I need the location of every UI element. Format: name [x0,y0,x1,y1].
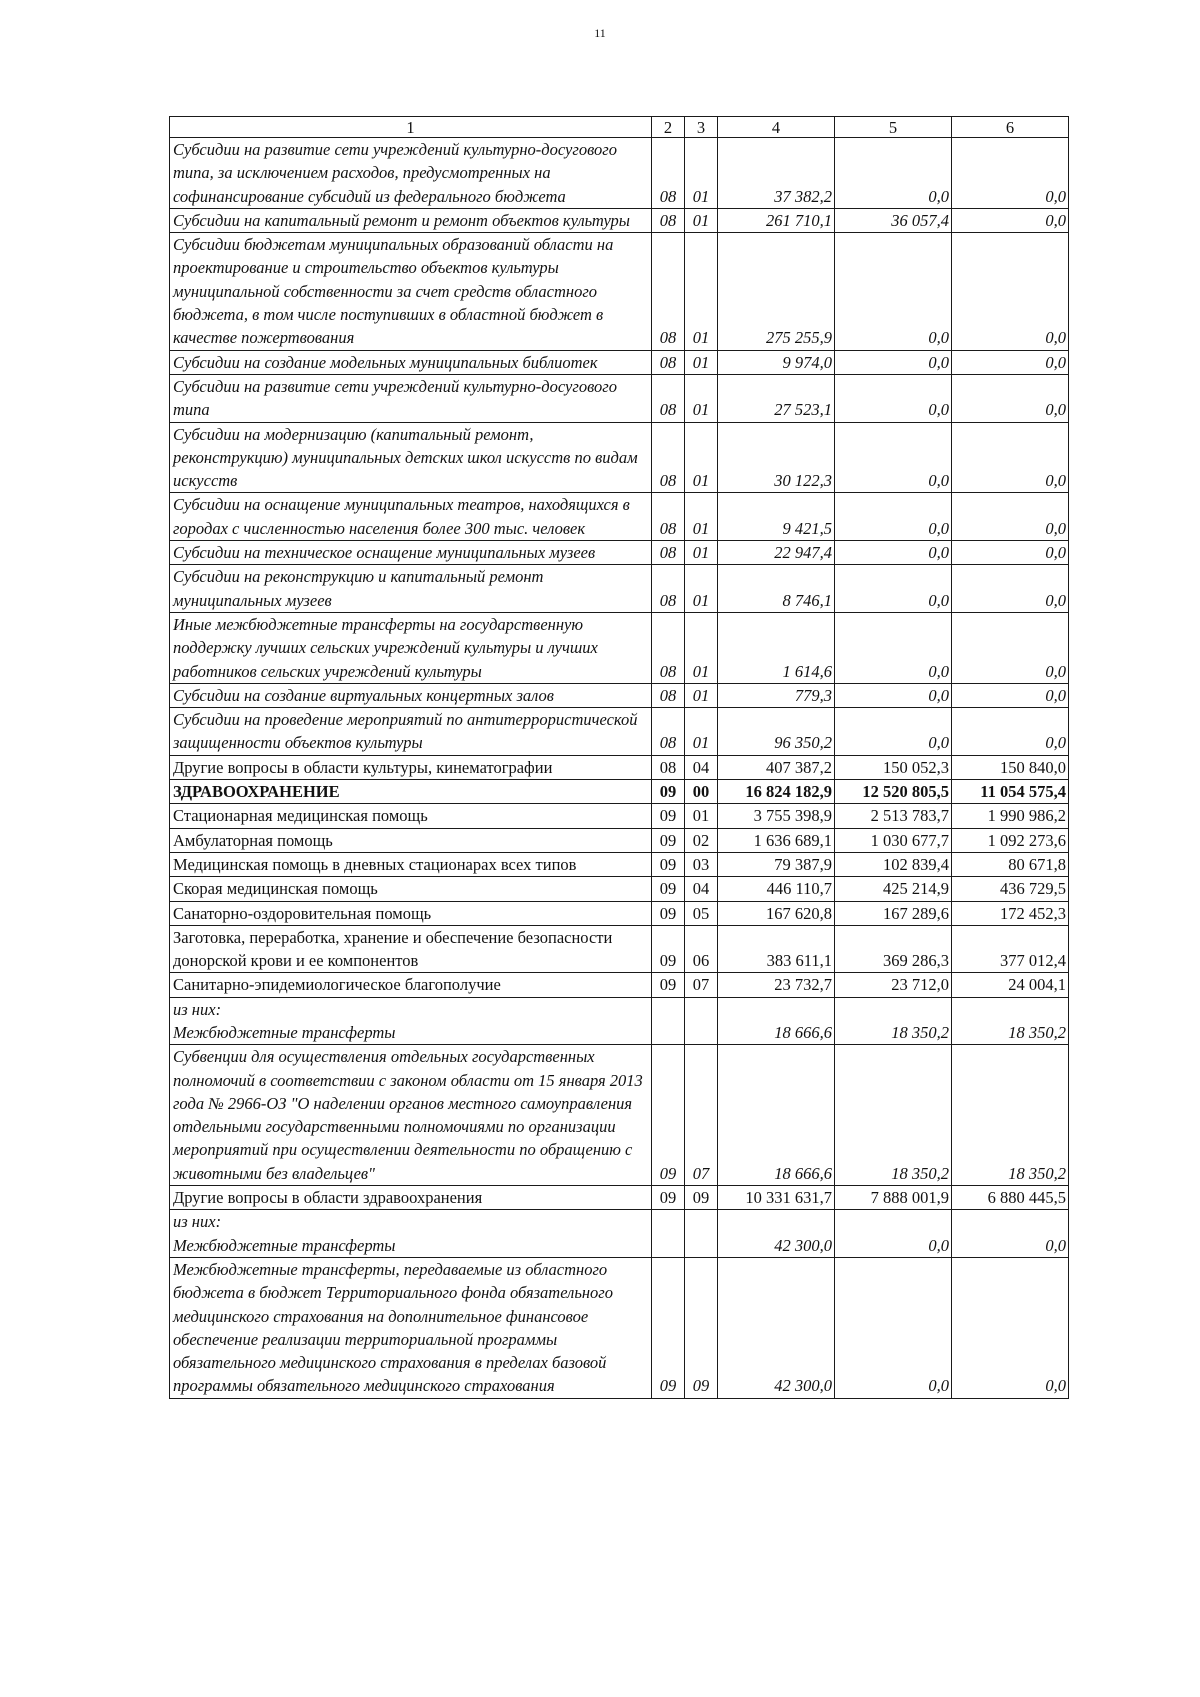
header-col-4: 4 [718,117,835,138]
header-col-1: 1 [170,117,652,138]
row-section-code: 09 [652,973,685,997]
row-subsection-code: 01 [685,208,718,232]
row-value-col-5: 0,0 [835,138,952,209]
row-name: Другие вопросы в области культуры, кинематографии [170,755,652,779]
row-value-col-4: 383 611,1 [718,925,835,973]
row-name: Межбюджетные трансферты, передаваемые из областного бюджета в бюджет Территориального фонда обязательного медицинского страхования на дополнительное финансовое обеспечение реализации территориальной программы обязательного медицинского страхования в пределах базовой программы обязательного медицинского страхования [170,1257,652,1398]
row-subsection-code: 00 [685,780,718,804]
row-section-code: 09 [652,1186,685,1210]
row-value-col-4: 42 300,0 [718,1257,835,1398]
row-value-col-4: 8 746,1 [718,565,835,613]
table-row [170,233,1069,350]
table-row [170,901,1069,925]
row-value-col-4: 779,3 [718,683,835,707]
row-section-code: 08 [652,708,685,756]
row-value-col-5: 0,0 [835,1257,952,1398]
table-row [170,683,1069,707]
row-name: Субсидии на проведение мероприятий по антитеррористической защищенности объектов культуры [170,708,652,756]
row-value-col-6: 436 729,5 [952,877,1069,901]
row-value-col-4: 37 382,2 [718,138,835,209]
row-name: Амбулаторная помощь [170,828,652,852]
row-value-col-4: 79 387,9 [718,852,835,876]
row-value-col-4: 10 331 631,7 [718,1186,835,1210]
row-name: Субсидии на создание виртуальных концертных залов [170,683,652,707]
row-subsection-code: 06 [685,925,718,973]
row-value-col-6: 18 350,2 [952,1045,1069,1186]
row-name: из них: Межбюджетные трансферты [170,1210,652,1258]
row-value-col-5: 167 289,6 [835,901,952,925]
row-value-col-5: 36 057,4 [835,208,952,232]
row-section-code: 09 [652,901,685,925]
row-section-code: 09 [652,852,685,876]
row-section-code: 08 [652,138,685,209]
row-subsection-code: 01 [685,683,718,707]
row-name: Субсидии на реконструкцию и капитальный ремонт муниципальных музеев [170,565,652,613]
row-value-col-4: 16 824 182,9 [718,780,835,804]
row-value-col-5: 0,0 [835,493,952,541]
row-value-col-4: 30 122,3 [718,422,835,493]
row-name: Субсидии на развитие сети учреждений культурно-досугового типа, за исключением расходов, предусмотренных на софинансирование субсидий из федерального бюджета [170,138,652,209]
row-value-col-4: 446 110,7 [718,877,835,901]
row-section-code: 09 [652,1045,685,1186]
row-value-col-4: 167 620,8 [718,901,835,925]
row-value-col-6: 24 004,1 [952,973,1069,997]
row-value-col-5: 0,0 [835,350,952,374]
row-value-col-5: 18 350,2 [835,997,952,1045]
table-row [170,804,1069,828]
row-value-col-6: 0,0 [952,208,1069,232]
row-name: Иные межбюджетные трансферты на государственную поддержку лучших сельских учреждений культуры и лучших работников сельских учреждений культуры [170,612,652,683]
table-row [170,997,1069,1045]
row-value-col-4: 407 387,2 [718,755,835,779]
row-value-col-6: 0,0 [952,565,1069,613]
table-body [170,138,1069,1399]
row-value-col-5: 0,0 [835,233,952,350]
row-section-code: 09 [652,877,685,901]
header-col-6: 6 [952,117,1069,138]
row-section-code: 09 [652,780,685,804]
row-value-col-6: 0,0 [952,683,1069,707]
row-value-col-5: 18 350,2 [835,1045,952,1186]
row-section-code: 08 [652,422,685,493]
table-row [170,852,1069,876]
row-value-col-4: 9 421,5 [718,493,835,541]
row-value-col-6: 1 092 273,6 [952,828,1069,852]
row-name: Стационарная медицинская помощь [170,804,652,828]
table-row [170,208,1069,232]
table-row [170,1257,1069,1398]
row-subsection-code: 01 [685,422,718,493]
row-subsection-code: 07 [685,973,718,997]
table-row [170,422,1069,493]
row-name: ЗДРАВООХРАНЕНИЕ [170,780,652,804]
row-subsection-code: 01 [685,541,718,565]
row-value-col-6: 0,0 [952,493,1069,541]
row-name: Санитарно-эпидемиологическое благополучие [170,973,652,997]
row-value-col-6: 80 671,8 [952,852,1069,876]
row-value-col-4: 9 974,0 [718,350,835,374]
row-name: Субсидии на развитие сети учреждений культурно-досугового типа [170,374,652,422]
row-value-col-6: 0,0 [952,708,1069,756]
row-value-col-6: 0,0 [952,1210,1069,1258]
row-subsection-code: 03 [685,852,718,876]
row-subsection-code: 04 [685,755,718,779]
table-row [170,565,1069,613]
row-subsection-code: 05 [685,901,718,925]
row-value-col-4: 1 636 689,1 [718,828,835,852]
table-row [170,1210,1069,1258]
row-value-col-6: 0,0 [952,350,1069,374]
row-section-code [652,997,685,1045]
row-value-col-5: 0,0 [835,708,952,756]
row-section-code: 08 [652,541,685,565]
row-subsection-code: 04 [685,877,718,901]
table-row [170,138,1069,209]
table-row [170,828,1069,852]
row-value-col-6: 0,0 [952,541,1069,565]
header-row [170,117,1069,138]
page-number: 11 [594,26,606,40]
row-subsection-code: 01 [685,612,718,683]
row-value-col-5: 0,0 [835,683,952,707]
row-name: Субсидии на капитальный ремонт и ремонт объектов культуры [170,208,652,232]
row-name: Санаторно-оздоровительная помощь [170,901,652,925]
row-section-code: 08 [652,350,685,374]
table-header [170,117,1069,138]
row-subsection-code: 01 [685,804,718,828]
row-value-col-5: 23 712,0 [835,973,952,997]
row-name: Скорая медицинская помощь [170,877,652,901]
row-value-col-5: 150 052,3 [835,755,952,779]
row-value-col-4: 18 666,6 [718,997,835,1045]
row-value-col-4: 1 614,6 [718,612,835,683]
table-row [170,1045,1069,1186]
row-section-code: 09 [652,828,685,852]
row-section-code: 08 [652,565,685,613]
row-value-col-6: 172 452,3 [952,901,1069,925]
row-value-col-5: 425 214,9 [835,877,952,901]
row-name: Другие вопросы в области здравоохранения [170,1186,652,1210]
table-row [170,612,1069,683]
table-row [170,1186,1069,1210]
row-value-col-4: 3 755 398,9 [718,804,835,828]
row-value-col-6: 377 012,4 [952,925,1069,973]
row-section-code: 09 [652,925,685,973]
row-subsection-code [685,997,718,1045]
row-name: Субсидии на техническое оснащение муниципальных музеев [170,541,652,565]
row-value-col-6: 0,0 [952,233,1069,350]
row-name: Медицинская помощь в дневных стационарах всех типов [170,852,652,876]
row-value-col-5: 1 030 677,7 [835,828,952,852]
row-value-col-4: 261 710,1 [718,208,835,232]
row-value-col-4: 275 255,9 [718,233,835,350]
row-section-code: 08 [652,612,685,683]
row-value-col-4: 23 732,7 [718,973,835,997]
row-subsection-code: 07 [685,1045,718,1186]
row-value-col-5: 2 513 783,7 [835,804,952,828]
row-value-col-4: 96 350,2 [718,708,835,756]
table-row [170,973,1069,997]
row-subsection-code: 09 [685,1257,718,1398]
row-value-col-4: 27 523,1 [718,374,835,422]
row-value-col-6: 150 840,0 [952,755,1069,779]
row-section-code: 08 [652,233,685,350]
row-name: Субсидии на модернизацию (капитальный ремонт, реконструкцию) муниципальных детских школ искусств по видам искусств [170,422,652,493]
row-section-code: 08 [652,755,685,779]
row-value-col-4: 22 947,4 [718,541,835,565]
row-name: из них: Межбюджетные трансферты [170,997,652,1045]
header-col-2: 2 [652,117,685,138]
row-value-col-5: 0,0 [835,612,952,683]
row-subsection-code: 01 [685,350,718,374]
row-name: Заготовка, переработка, хранение и обеспечение безопасности донорской крови и ее компонентов [170,925,652,973]
row-value-col-5: 12 520 805,5 [835,780,952,804]
row-subsection-code: 01 [685,565,718,613]
row-section-code: 08 [652,374,685,422]
row-value-col-6: 0,0 [952,1257,1069,1398]
row-value-col-5: 369 286,3 [835,925,952,973]
row-value-col-6: 18 350,2 [952,997,1069,1045]
row-subsection-code: 09 [685,1186,718,1210]
row-subsection-code: 01 [685,708,718,756]
row-section-code: 09 [652,1257,685,1398]
row-subsection-code: 01 [685,493,718,541]
row-value-col-6: 6 880 445,5 [952,1186,1069,1210]
table-row [170,374,1069,422]
budget-table [169,116,1069,1399]
table-row [170,925,1069,973]
table-row [170,780,1069,804]
row-value-col-5: 0,0 [835,374,952,422]
row-section-code [652,1210,685,1258]
row-value-col-6: 0,0 [952,374,1069,422]
row-section-code: 08 [652,683,685,707]
row-subsection-code: 01 [685,138,718,209]
row-value-col-6: 0,0 [952,422,1069,493]
row-value-col-6: 0,0 [952,138,1069,209]
table-row [170,493,1069,541]
row-subsection-code [685,1210,718,1258]
table-row [170,755,1069,779]
row-value-col-5: 0,0 [835,422,952,493]
table-row [170,541,1069,565]
table-row [170,708,1069,756]
row-subsection-code: 02 [685,828,718,852]
row-value-col-5: 0,0 [835,1210,952,1258]
row-name: Субсидии на создание модельных муниципальных библиотек [170,350,652,374]
row-value-col-6: 0,0 [952,612,1069,683]
table-row [170,877,1069,901]
header-col-5: 5 [835,117,952,138]
row-value-col-5: 102 839,4 [835,852,952,876]
row-name: Субсидии на оснащение муниципальных театров, находящихся в городах с численностью населения более 300 тыс. человек [170,493,652,541]
row-subsection-code: 01 [685,374,718,422]
row-value-col-4: 18 666,6 [718,1045,835,1186]
row-name: Субсидии бюджетам муниципальных образований области на проектирование и строительство объектов культуры муниципальной собственности за счет средств областного бюджета, в том числе поступивших в областной бюджет в качестве пожертвования [170,233,652,350]
row-section-code: 08 [652,208,685,232]
table-row [170,350,1069,374]
row-value-col-6: 1 990 986,2 [952,804,1069,828]
row-value-col-5: 0,0 [835,541,952,565]
row-section-code: 09 [652,804,685,828]
row-subsection-code: 01 [685,233,718,350]
row-section-code: 08 [652,493,685,541]
row-value-col-5: 7 888 001,9 [835,1186,952,1210]
row-name: Субвенции для осуществления отдельных государственных полномочий в соответствии с законом области от 15 января 2013 года № 2966-ОЗ "О наделении органов местного самоуправления отдельными государственными полномочиями по организации мероприятий при осуществлении деятельности по обращению с животными без владельцев" [170,1045,652,1186]
row-value-col-6: 11 054 575,4 [952,780,1069,804]
row-value-col-5: 0,0 [835,565,952,613]
row-value-col-4: 42 300,0 [718,1210,835,1258]
header-col-3: 3 [685,117,718,138]
